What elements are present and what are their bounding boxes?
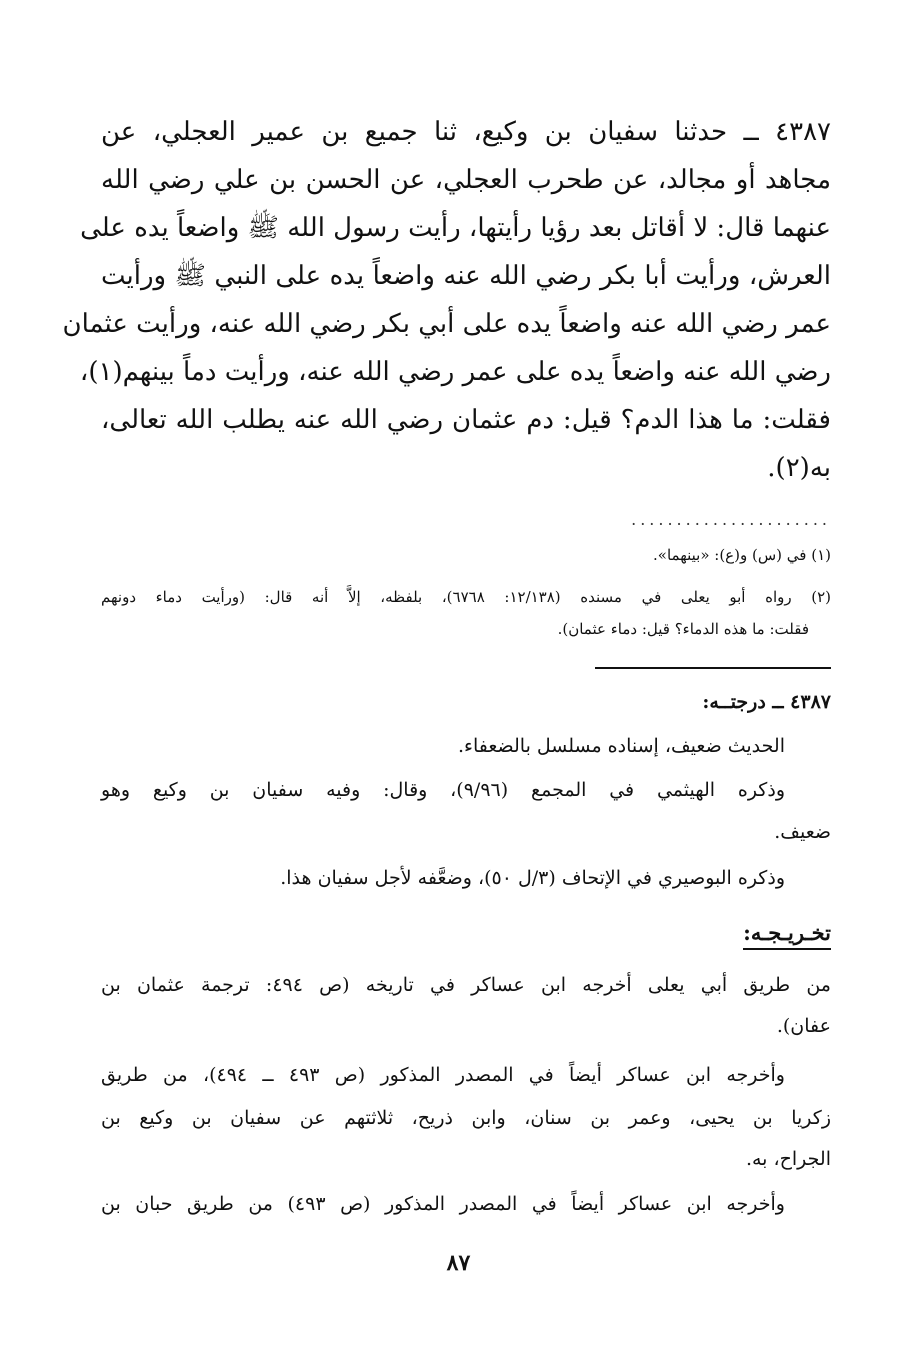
grade-heading: ٤٣٨٧ ــ درجتــه: bbox=[702, 691, 831, 713]
grade-line: وذكره البوصيري في الإتحاف (٣/ل ٥٠)، وضعَّفه لأجل سفيان هذا. bbox=[280, 867, 785, 889]
takhrij-line: عفان). bbox=[776, 1015, 831, 1037]
hadith-line: فقلت: ما هذا الدم؟ قيل: دم عثمان رضي الله عنه يطلب الله تعالى، bbox=[101, 405, 831, 435]
hadith-line: عنهما قال: لا أقاتل بعد رؤيا رأيتها، رأيت رسول الله ﷺ واضعاً يده على bbox=[80, 213, 831, 243]
grade-line: الحديث ضعيف، إسناده مسلسل بالضعفاء. bbox=[457, 735, 785, 757]
takhrij-line: وأخرجه ابن عساكر أيضاً في المصدر المذكور (ص ٤٩٣ ــ ٤٩٤)، من طريق bbox=[101, 1064, 785, 1086]
hadith-line: رضي الله عنه واضعاً يده على عمر رضي الله عنه، ورأيت دماً بينهم(١)، bbox=[79, 357, 831, 387]
footnote-separator: ...................... bbox=[631, 510, 831, 529]
hadith-line: العرش، ورأيت أبا بكر رضي الله عنه واضعاً يده على النبي ﷺ ورأيت bbox=[101, 261, 831, 291]
hadith-line: ٤٣٨٧ ــ حدثنا سفيان بن وكيع، ثنا جميع بن عمير العجلي، عن bbox=[101, 117, 831, 147]
footnote-item: فقلت: ما هذه الدماء؟ قيل: دماء عثمان). bbox=[557, 620, 809, 638]
hadith-line: مجاهد أو مجالد، عن طحرب العجلي، عن الحسن بن علي رضي الله bbox=[101, 165, 831, 195]
grade-line: ضعيف. bbox=[774, 821, 831, 843]
hadith-line: به(٢). bbox=[767, 453, 831, 483]
takhrij-line: من طريق أبي يعلى أخرجه ابن عساكر في تاريخه (ص ٤٩٤: ترجمة عثمان بن bbox=[101, 974, 831, 996]
hadith-line: عمر رضي الله عنه واضعاً يده على أبي بكر رضي الله عنه، ورأيت عثمان bbox=[62, 309, 831, 339]
footnote-item: (٢) رواه أبو يعلى في مسنده (١٢/١٣٨: ٦٧٦٨)، بلفظه، إلاَّ أنه قال: (ورأيت دماء دونهم bbox=[101, 588, 831, 606]
grade-line: وذكره الهيثمي في المجمع (٩/٩٦)، وقال: وفيه سفيان بن وكيع وهو bbox=[101, 779, 785, 801]
page-number: ٨٧ bbox=[446, 1250, 471, 1276]
takhrij-line: وأخرجه ابن عساكر أيضاً في المصدر المذكور (ص ٤٩٣) من طريق حبان بن bbox=[101, 1193, 785, 1215]
footnote-item: (١) في (س) و(ع): «بينهما». bbox=[653, 546, 831, 564]
section-divider bbox=[595, 667, 831, 669]
takhrij-heading: تخـريـجـه: bbox=[743, 918, 831, 950]
takhrij-line: الجراح، به. bbox=[745, 1148, 831, 1170]
takhrij-line: زكريا بن يحيى، وعمر بن سنان، وابن ذريح، ثلاثتهم عن سفيان بن وكيع بن bbox=[101, 1107, 831, 1129]
